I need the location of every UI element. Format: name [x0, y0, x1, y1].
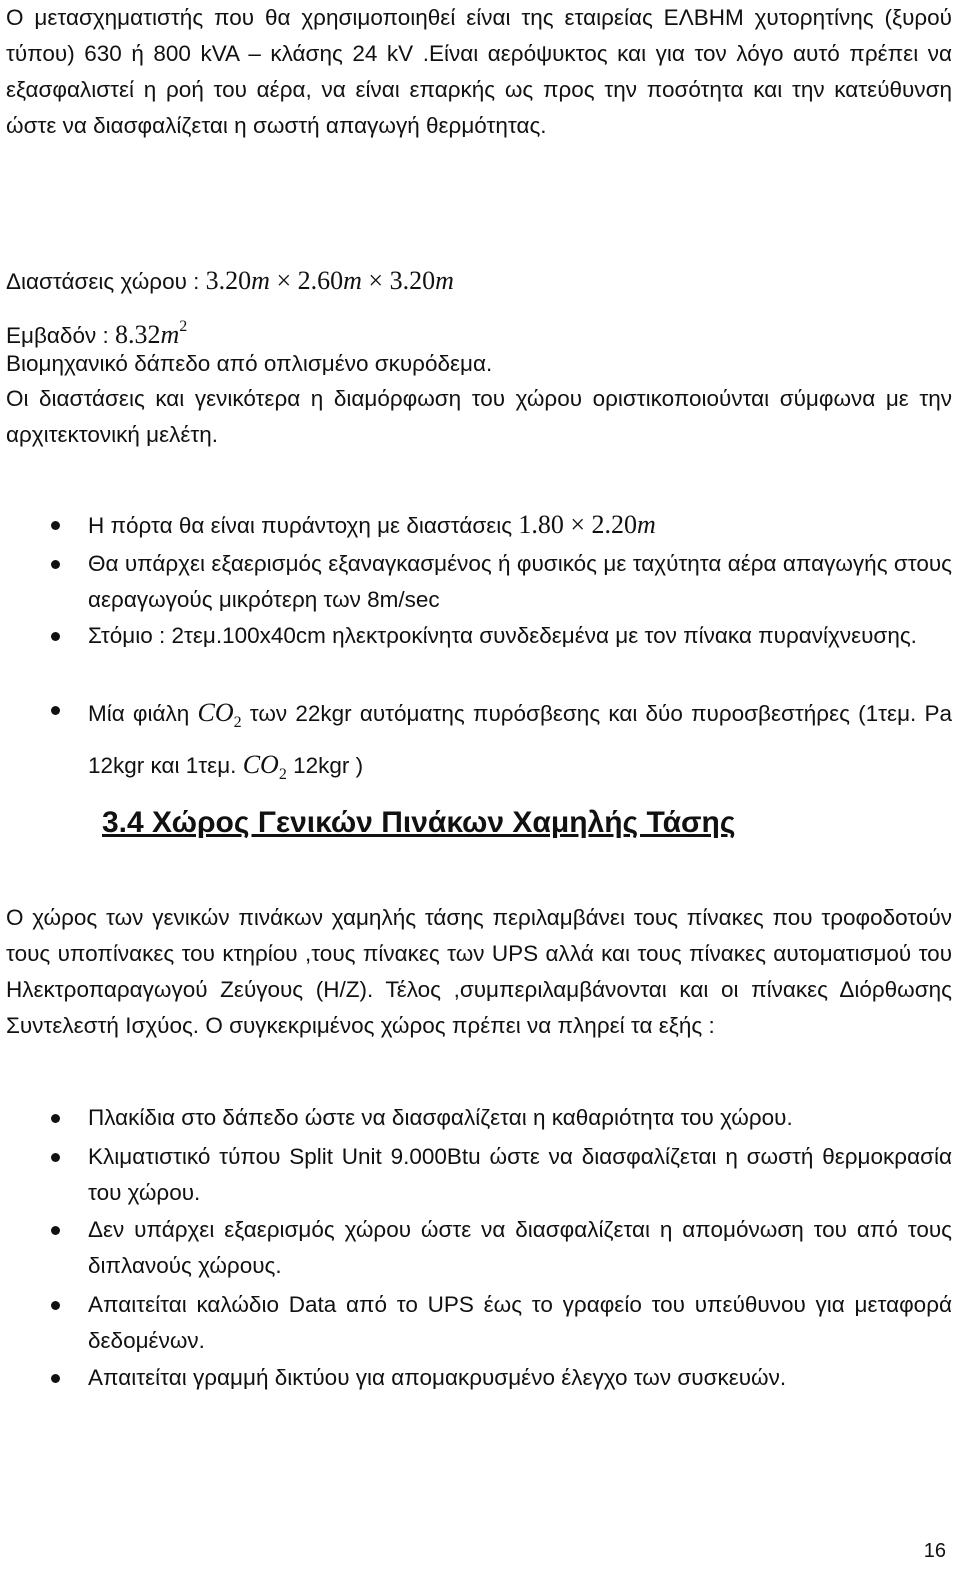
bullet-dot — [51, 1301, 60, 1310]
bullet-dot — [51, 1153, 60, 1162]
bullet-dot — [51, 706, 60, 715]
intro-paragraph: Ο μετασχηματιστής που θα χρησιμοποιηθεί είναι της εταιρείας ΕΛΒΗΜ χυτορητίνης (ξυρού τύπου) 630 ή 800 kVA – κλάσης 24 kV .Είναι αερόψυκτος και για τον λόγο αυτό πρέπει να εξασφαλιστεί η ροή του αέρα, να είναι επαρκής ως προς την ποσότητα και την κατεύθυνση ώστε να διασφαλίζεται η σωστή απαγωγή θερμότητας. — [6, 5, 952, 138]
bullet-dot — [51, 560, 60, 569]
list-item: Θα υπάρχει εξαερισμός εξαναγκασμένος ή φυσικός με ταχύτητα αέρα απαγωγής στους αεραγωγούς μικρότερη των 8m/sec — [88, 551, 952, 612]
list-item: Κλιματιστικό τύπου Split Unit 9.000Btu ώστε να διασφαλίζεται η σωστή θερμοκρασία του χώρου. — [88, 1144, 952, 1205]
list-item: Η πόρτα θα είναι πυράντοχη με διαστάσεις 1.80 × 2.20m — [88, 510, 656, 539]
bullet-dot — [51, 1226, 60, 1235]
list-item: Μία φιάλη $CO_2$ των 22kgr αυτόματης πυρόσβεσης και δύο πυροσβεστήρες (1τεμ. Pa 12kgr και 1τεμ. $CO_2$ 12kgr ) — [88, 698, 952, 783]
area-formula: $8.32m^2$ — [114, 318, 188, 349]
bullet-dot — [51, 632, 60, 641]
dimensions-line — [6, 266, 454, 297]
section-heading: 3.4 Χώρος Γενικών Πινάκων Χαμηλής Τάσης — [102, 806, 736, 839]
section-paragraph: Ο χώρος των γενικών πινάκων χαμηλής τάσης περιλαμβάνει τους πίνακες που τροφοδοτούν τους υποπίνακες του κτηρίου ,τους πίνακες των UPS αλλά και τους πίνακες αυτοματισμού του Ηλεκτροπαραγωγού Ζεύγους (Η/Ζ). Τέλος ,συμπεριλαμβάνονται και οι πίνακες Διόρθωσης Συντελεστή Ισχύος. Ο συγκεκριμένος χώρος πρέπει να πληρεί τα εξής : — [6, 905, 952, 1038]
bullet-dot — [51, 1374, 60, 1383]
list-item: Απαιτείται γραμμή δικτύου για απομακρυσμένο έλεγχο των συσκευών. — [88, 1365, 787, 1390]
bullet-dot — [51, 521, 60, 530]
area-line — [6, 312, 187, 351]
area-label: Εμβαδόν : — [6, 323, 109, 348]
page-number: 16 — [923, 1540, 946, 1562]
layout-paragraph: Οι διαστάσεις και γενικότερα η διαμόρφωση του χώρου οριστικοποιούνται σύμφωνα με την αρχιτεκτονική μελέτη. — [6, 386, 952, 447]
list-item: Πλακίδια στο δάπεδο ώστε να διασφαλίζεται η καθαριότητα του χώρου. — [88, 1105, 793, 1130]
list-item: Στόμιο : 2τεμ.100x40cm ηλεκτροκίνητα συνδεδεμένα με τον πίνακα πυρανίχνευσης. — [88, 623, 917, 648]
list-item: Δεν υπάρχει εξαερισμός χώρου ώστε να διασφαλίζεται η απομόνωση του από τους διπλανούς χώρους. — [88, 1217, 952, 1278]
dimensions-formula: 3.20m × 2.60m × 3.20m — [205, 266, 454, 295]
list-item: Απαιτείται καλώδιο Data από το UPS έως το γραφείο του υπεύθυνου για μεταφορά δεδομένων. — [88, 1292, 952, 1353]
dimensions-label: Διαστάσεις χώρου : — [6, 269, 200, 294]
floor-text: Βιομηχανικό δάπεδο από οπλισμένο σκυρόδεμα. — [6, 351, 493, 376]
bullet-dot — [51, 1114, 60, 1123]
